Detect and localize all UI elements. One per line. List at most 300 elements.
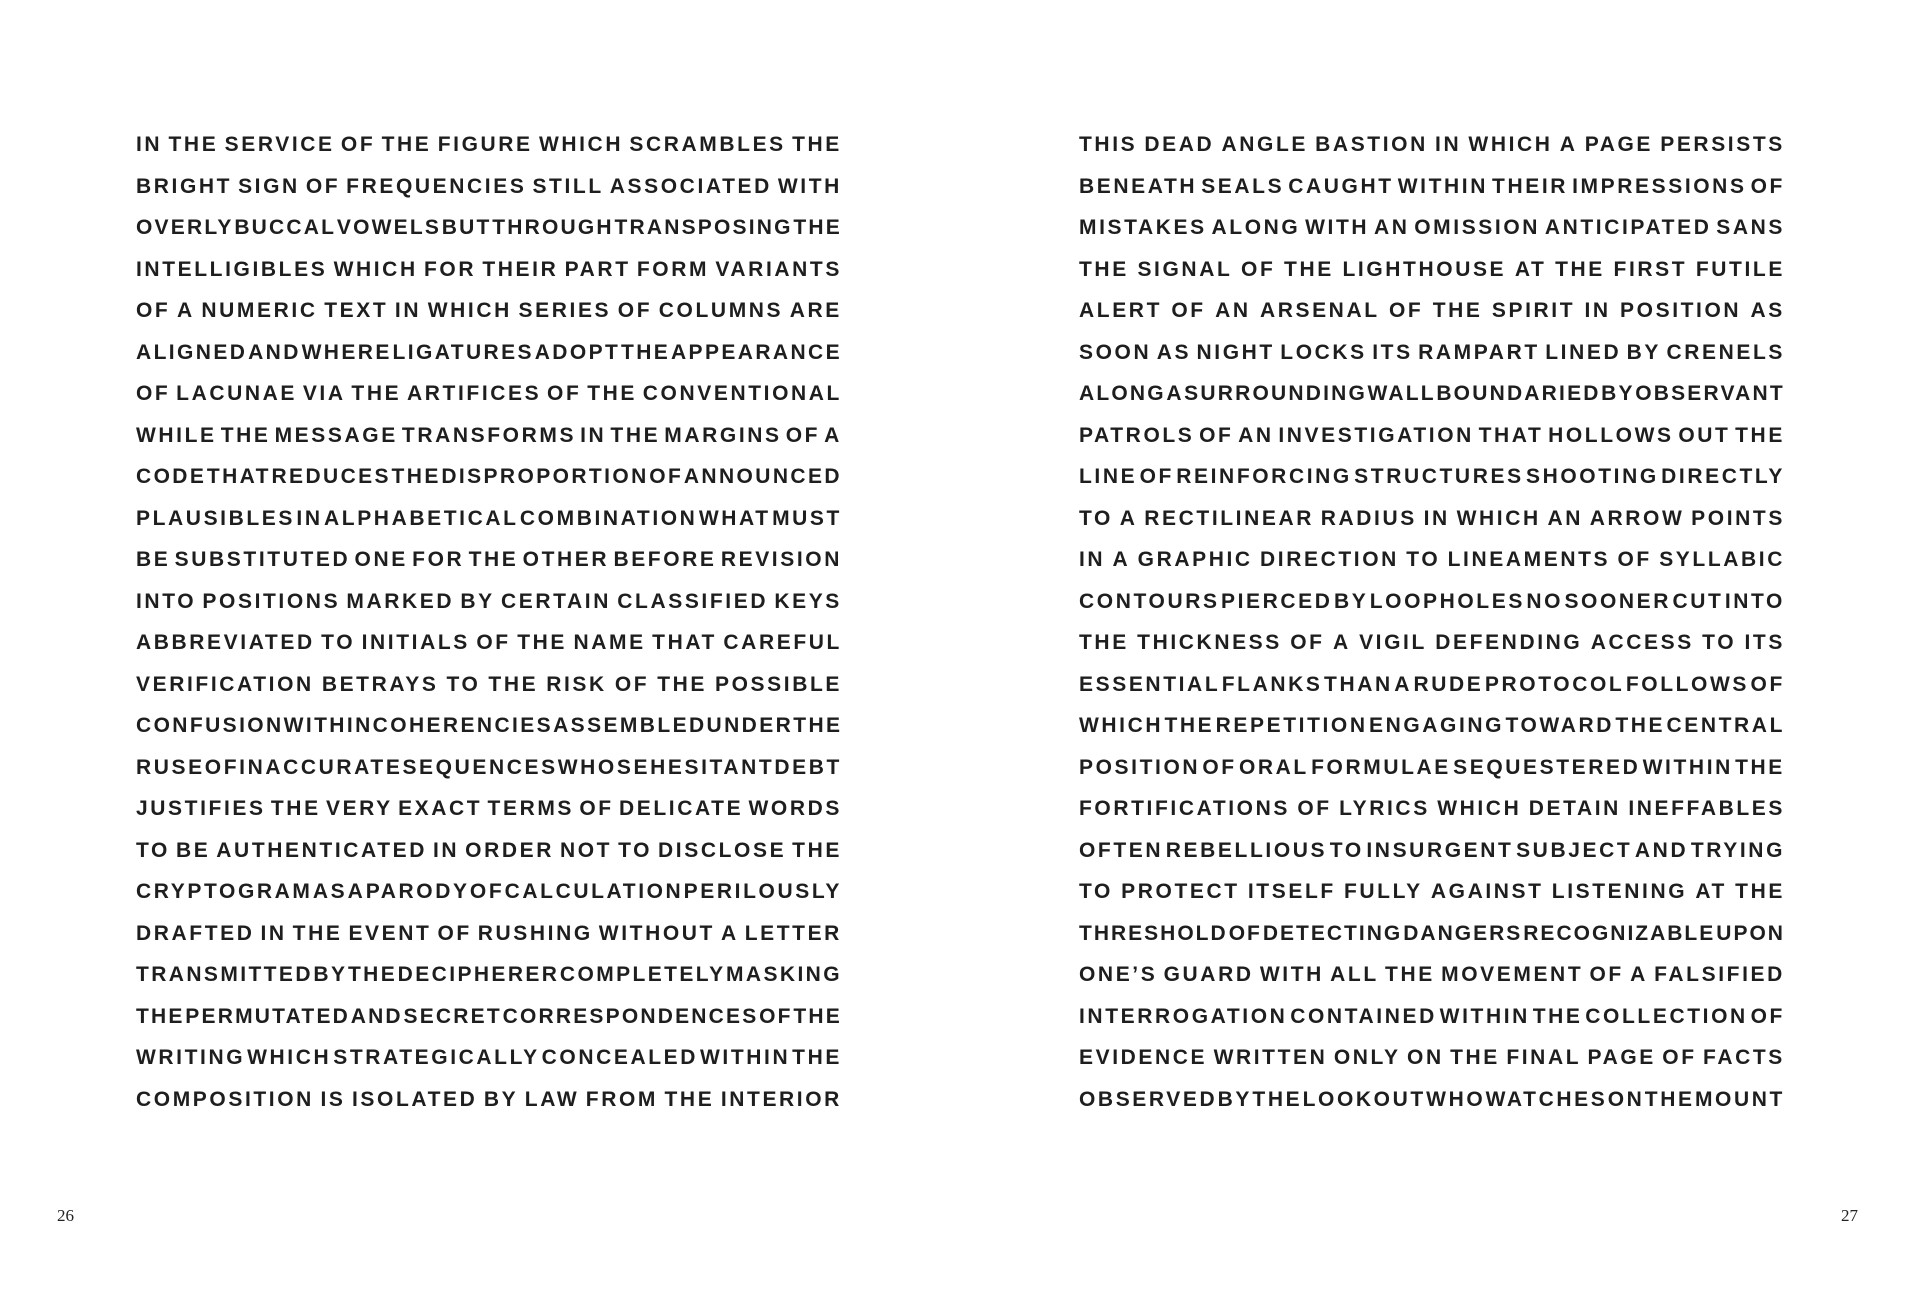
word: LIGHTHOUSE [1342,257,1507,281]
text-line [136,835,842,877]
word: COMPLETELY [559,963,726,986]
word: UPON [1716,921,1785,945]
word: FREQUENCIES [346,174,527,198]
word: THE [657,672,707,696]
word: LETTER [744,921,842,945]
word: MOVEMENT [1441,963,1584,986]
word: IN [1423,506,1450,530]
word: OF [136,299,171,322]
word: OF [617,299,653,322]
word: THE [351,382,402,405]
word: INSURGENT [1366,838,1514,862]
text-line [136,171,842,213]
word: IN [1435,133,1462,156]
word: ALL [1330,963,1379,986]
word: FOLLOWS [1625,672,1750,696]
text-line [1079,254,1785,296]
word: OF [476,631,511,654]
text-line [136,337,842,379]
word: TO [618,838,653,862]
word: EVIDENCE [1079,1046,1208,1069]
word: MARGINS [664,423,782,447]
word: SANS [1716,216,1785,239]
word: RISK [546,672,607,696]
word: COLLECTION [1585,1004,1748,1028]
word: EXACT [398,797,483,820]
word: NUMERIC [201,299,318,322]
word: BENEATH [1079,174,1198,198]
word: SIGNAL [1137,257,1233,281]
word: CONTOURS [1079,589,1220,613]
word: DEAD [1144,133,1215,156]
word: GUARD [1163,963,1254,986]
word: TO [136,838,170,862]
word: THAN [1324,672,1393,696]
word: FUTILE [1695,257,1785,281]
word: THIS [1079,133,1138,156]
word: CERTAIN [501,589,612,613]
word: THE [793,714,843,737]
word: FLANKS [1221,672,1323,696]
word: THE [1385,963,1435,986]
word: INITIALS [361,631,470,654]
word: DELICATE [618,797,744,820]
word: THE [292,921,343,945]
word: ASSOCIATED [609,174,772,198]
word: ENGAGING [1368,714,1505,737]
text-line [136,1042,842,1084]
word: OF [1750,672,1785,696]
word: TRANSPOSING [614,216,793,239]
word: ALERT [1079,299,1162,322]
word: DETAIN [1528,797,1621,820]
word: THE [610,423,661,447]
word: IN [580,423,607,447]
text-line [136,503,842,545]
word: THEIR [482,257,559,281]
word: A [1119,506,1138,530]
word: WHAT [698,506,771,530]
word: THE [587,382,637,405]
word: APPEARANCE [670,340,842,364]
text-line [1079,627,1785,669]
word: REBELLIOUS [1165,838,1328,862]
word: INACCURATE [239,755,403,779]
word: NO [1526,589,1564,613]
word: BY [1601,382,1635,405]
word: WITHIN [1439,1004,1530,1028]
word: INTERROGATION [1079,1004,1288,1028]
word: LOOPHOLES [1369,589,1525,613]
word: CRYPTOGRAM [136,880,313,903]
word: CONVENTIONAL [642,382,842,405]
word: ON [1607,1087,1645,1111]
word: SERIES [518,299,612,322]
word: THRESHOLD [1079,921,1228,945]
word: SUBSTITUTED [174,548,351,571]
text-line [136,752,842,794]
word: OF [1750,174,1785,198]
word: CAUGHT [1288,174,1394,198]
word: REDUCES [271,465,391,488]
word: OF [469,880,505,903]
word: CORRESPONDENCES [502,1004,759,1028]
word: THE [468,548,519,571]
word: OF [204,755,240,779]
word: VIA [302,382,346,405]
text-line [1079,1042,1785,1084]
word: VOWELS [336,216,442,239]
word: THE [136,1004,185,1028]
word: THE [620,340,671,364]
word: WITH [283,714,347,737]
word: THE [391,465,441,488]
word: DEFENDING [1435,631,1583,654]
word: BY [1626,340,1662,364]
word: BRIGHT [136,174,233,198]
word: FIRST [1613,257,1688,281]
word: CRENELS [1666,340,1785,364]
word: GRAPHIC [1137,548,1253,571]
word: WHICH [333,257,418,281]
text-line [1079,544,1785,586]
word: CONTAINED [1290,1004,1437,1028]
word: KEYS [774,589,842,613]
word: AUTHENTICATED [216,838,428,862]
word: SEQUENCES [402,755,558,779]
word: SPIRIT [1491,299,1576,322]
word: COMPOSITION [136,1087,314,1111]
word: BEFORE [613,548,717,571]
word: WRITING [136,1046,246,1069]
word: A [1112,548,1131,571]
word: THE [220,423,271,447]
word: OF [649,465,684,488]
word: THE [488,672,539,696]
word: WHICH [1079,714,1164,737]
word: SOON [1079,340,1152,364]
word: NAME [573,631,646,654]
word: COMBINATION [519,506,698,530]
word: TRYING [1690,838,1785,862]
word: IN [1079,548,1106,571]
word: WITHIN [1642,755,1733,779]
word: A [720,921,739,945]
word: PERMUTATED [185,1004,351,1028]
word: MUST [772,506,842,530]
word: BY [1217,1087,1253,1111]
word: ACCESS [1590,631,1694,654]
word: FINAL [1506,1046,1582,1069]
word: CONFUSION [136,714,284,737]
word: POSITION [1079,755,1201,779]
word: SEQUESTERED [1453,755,1641,779]
word: POSITION [1620,299,1742,322]
word: TO [446,672,481,696]
word: AND [350,1004,403,1028]
word: OUT [1678,423,1731,447]
word: THE [792,838,842,862]
word: WORDS [748,797,842,820]
word: WHICH [1456,506,1541,530]
word: OF [1389,299,1424,322]
word: AN [1238,423,1274,447]
word: ARROW [1589,506,1685,530]
word: IN [433,838,460,862]
text-line [1079,793,1785,835]
word: TOWARD [1505,714,1614,737]
left-text-column [136,129,842,1125]
word: PAGE [1587,1046,1656,1069]
text-line [136,959,842,1001]
word: OF [1662,1046,1697,1069]
word: SEALS [1201,174,1285,198]
word: DECIPHERER [397,963,560,986]
word: A [1630,963,1648,986]
word: PART [564,257,631,281]
word: ONE’S [1079,963,1158,986]
word: LINED [1545,340,1622,364]
text-line [1079,420,1785,462]
word: ORAL [1238,755,1309,779]
word: OVERLY [136,216,234,239]
word: SURROUNDING [1184,382,1368,405]
word: INVESTIGATION [1278,423,1474,447]
word: RUSHING [477,921,593,945]
word: ADOPT [534,340,621,364]
word: INTERIOR [720,1087,842,1111]
word: STRUCTURES [1354,465,1524,488]
word: COLUMNS [658,299,784,322]
word: BETRAYS [321,672,439,696]
word: WATCHES [1485,1087,1608,1111]
right-page-number: 27 [1841,1206,1858,1225]
word: OF [1617,548,1652,571]
word: CALCULATION [504,880,684,903]
text-line [136,212,842,254]
word: OMISSION [1414,216,1541,239]
word: THE [1615,714,1666,737]
word: VERY [325,797,393,820]
word: OF [759,1004,793,1028]
word: LOOKOUT [1302,1087,1426,1111]
word: OF [1139,465,1174,488]
word: A [824,423,842,447]
word: RUSE [136,755,205,779]
right-page [960,0,1920,1314]
word: THE [347,963,398,986]
word: THE [168,133,219,156]
word: LISTENING [1551,880,1688,903]
word: THE [1735,755,1785,779]
word: ALIGNED [136,340,248,364]
word: WHOSE [557,755,651,779]
word: LINEAMENTS [1447,548,1611,571]
word: NIGHT [1196,340,1275,364]
word: ONLY [1333,1046,1401,1069]
word: FOR [423,257,477,281]
word: THE [1252,1087,1303,1111]
word: POINTS [1691,506,1785,530]
word: SHOOTING [1526,465,1659,488]
word: FIGURE [437,133,533,156]
word: WITHIN [699,1046,791,1069]
word: BUCCAL [234,216,337,239]
word: WITH [777,174,842,198]
text-line [1079,876,1785,918]
word: THE [1079,631,1129,654]
word: LIGATURES [392,340,534,364]
word: THE [1555,257,1605,281]
word: ONE [354,548,408,571]
word: WITH [1259,963,1324,986]
word: IN [1584,299,1611,322]
text-line [1079,295,1785,337]
word: THE [792,1046,842,1069]
word: OFTEN [1079,838,1164,862]
word: FALSIFIED [1654,963,1785,986]
word: LYRICS [1339,797,1430,820]
word: WITHIN [1397,174,1488,198]
word: OF [1290,631,1325,654]
word: A [177,299,195,322]
word: WITH [1305,216,1370,239]
word: PARODY [365,880,470,903]
word: THICKNESS [1137,631,1282,654]
word: THE [1164,714,1215,737]
text-line [1079,669,1785,711]
text-line [136,461,842,503]
word: THE [1644,1087,1695,1111]
word: WHICH [538,133,624,156]
word: WITHOUT [598,921,715,945]
text-line [136,129,842,171]
word: VERIFICATION [136,672,314,696]
word: OF [547,382,582,405]
word: RAMPART [1418,340,1540,364]
word: A [347,880,366,903]
text-line [136,710,842,752]
text-line [136,544,842,586]
word: ALONG [1211,216,1301,239]
word: POSITIONS [202,589,341,613]
word: CENTRAL [1666,714,1785,737]
word: THE [381,133,432,156]
text-line [136,918,842,960]
word: WHICH [247,1046,332,1069]
text-line [136,627,842,669]
word: PROTECT [1121,880,1240,903]
text-line [1079,212,1785,254]
word: TRANSMITTED [136,963,313,986]
text-line [136,1084,842,1126]
word: OF [1228,921,1262,945]
word: IN [296,506,323,530]
word: DIRECTION [1260,548,1399,571]
text-line [1079,918,1785,960]
word: OF [1199,423,1234,447]
word: TEXT [324,299,389,322]
word: ARSENAL [1259,299,1380,322]
word: PLAUSIBLES [136,506,296,530]
word: STILL [532,174,604,198]
word: OF [579,797,614,820]
text-line [136,1001,842,1043]
word: OF [1589,963,1624,986]
word: ANNOUNCED [683,465,842,488]
word: THE [664,1087,715,1111]
word: TO [1329,838,1364,862]
word: POSSIBLE [715,672,842,696]
text-line [136,876,842,918]
text-line [1079,337,1785,379]
word: WHICH [427,299,512,322]
word: RADIUS [1320,506,1417,530]
word: DISCLOSE [658,838,787,862]
word: ORDER [465,838,555,862]
word: SCRAMBLES [629,133,786,156]
word: A [1332,631,1351,654]
word: THE [1284,257,1334,281]
word: WRITTEN [1213,1046,1328,1069]
word: INTELLIGIBLES [136,257,328,281]
word: FORMULAE [1311,755,1451,779]
word: OF [305,174,341,198]
word: IN [260,921,287,945]
word: RECTILINEAR [1144,506,1315,530]
word: ISOLATED [352,1087,478,1111]
word: TO [1406,548,1441,571]
word: STRATEGICALLY [333,1046,540,1069]
word: ALPHABETICAL [324,506,519,530]
word: TO [321,631,356,654]
text-line [1079,959,1785,1001]
word: FOR [412,548,465,571]
word: WHICH [1468,133,1553,156]
word: ASSEMBLED [553,714,707,737]
word: VIGIL [1359,631,1427,654]
word: AT [1695,880,1727,903]
word: OF [1750,1004,1785,1028]
word: THAT [1478,423,1544,447]
word: THE [1450,1046,1500,1069]
word: PROTOCOL [1484,672,1625,696]
word: LACUNAE [176,382,298,405]
word: THAT [652,631,717,654]
word: ANTICIPATED [1544,216,1712,239]
word: THE [1079,257,1129,281]
word: OBSERVED [1079,1087,1218,1111]
word: OF [437,921,472,945]
word: BOUNDARIED [1436,382,1601,405]
word: THE [270,797,321,820]
word: IS [320,1087,346,1111]
word: PIERCED [1220,589,1333,613]
text-line [136,254,842,296]
word: WHERE [301,340,392,364]
word: AN [1373,216,1410,239]
word: AT [1514,257,1547,281]
word: ITS [1744,631,1785,654]
word: INCOHERENCIES [346,714,554,737]
word: RECOGNIZABLE [1523,921,1716,945]
word: TO [1079,880,1113,903]
word: OF [614,672,650,696]
word: THE [792,133,842,156]
word: ABBREVIATED [136,631,315,654]
text-line [1079,710,1785,752]
word: CLASSIFIED [617,589,769,613]
